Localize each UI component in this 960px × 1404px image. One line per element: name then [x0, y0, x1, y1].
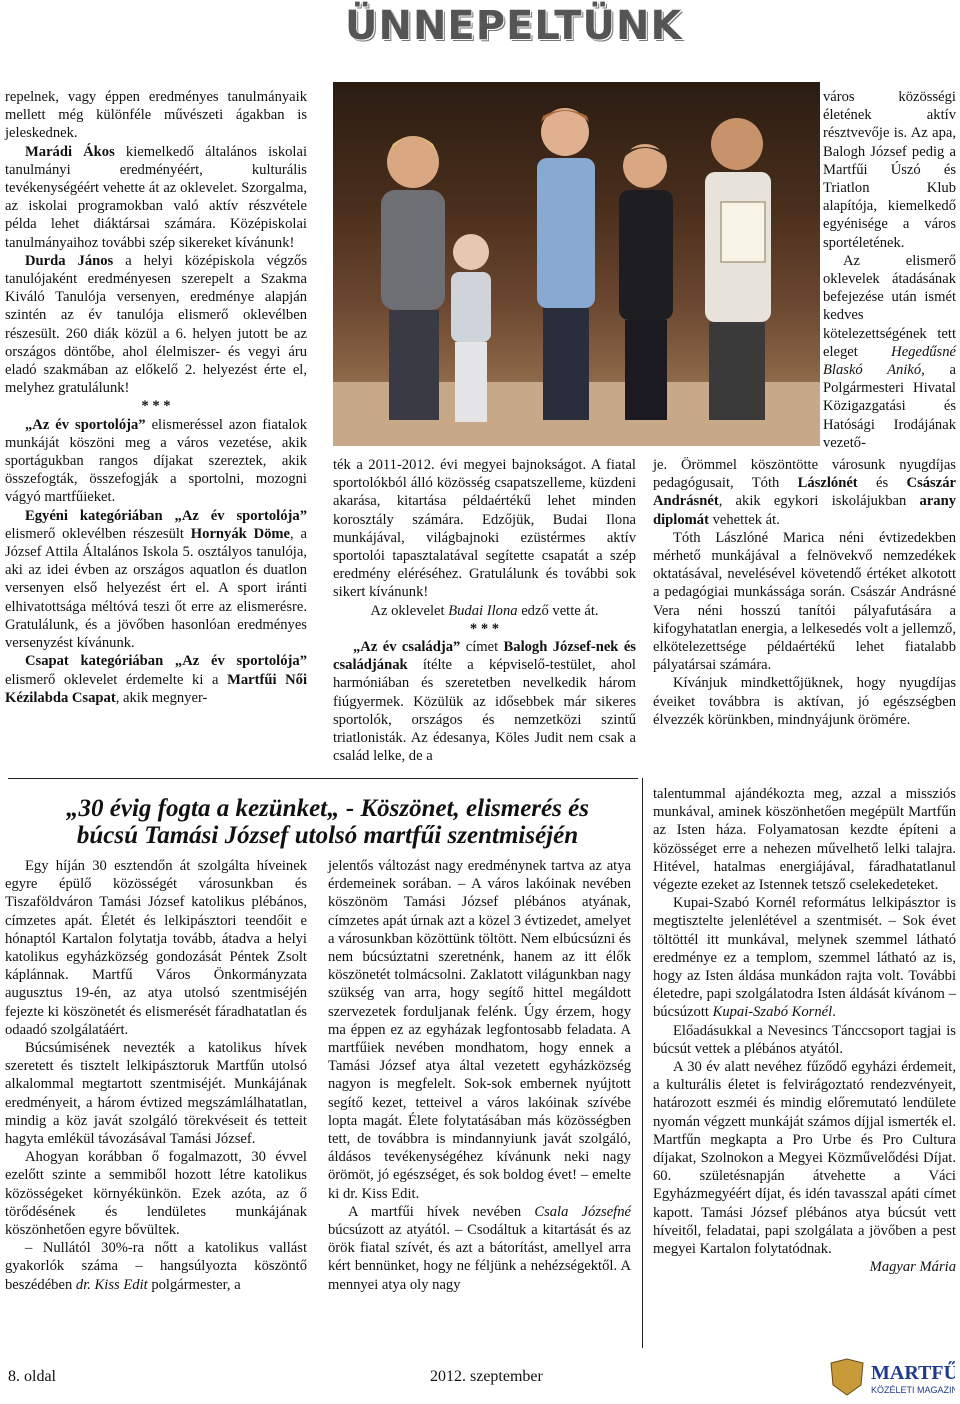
photo-child-figure [451, 234, 491, 422]
martfu-magazine-logo [827, 1355, 955, 1399]
section-divider [8, 778, 638, 779]
section-masthead: ÜNNEPELTÜNK [345, 3, 683, 49]
photo-young-man-2 [619, 144, 673, 420]
coat-of-arms-icon [831, 1359, 863, 1395]
article1-column2: ték a 2011-2012. évi megyei bajnokságot. A fiatal sportolókból álló közösség csapatszelleme, küzdeni akarása, kitartása példaértékű lehet minden korosztály számára. Edzőjük, Budai Ilona munkájával, világbajnoki ezüstérmes aktív sportolói tapasztalatával segítette csapatát a szép eredmény eléréséhez. Gratulálunk és további sok sikert kívánunk! Az oklevelet Budai Ilona edző vette át. * * * „Az év családja” címet Balogh József-nek és családjának ítélte a képviselő-testület, ahol harmóniában és szeretetben nevelkedik három fiúgyermek. Közülük az idősebbek már sikeres sportolók, országos és nemzetközi szintű triatlonisták. Az édesanya, Köles Judit nem csak a család lelke, de a [333, 457, 636, 765]
article2-column3: talentummal ajándékozta meg, azzal a missziós munkával, aminek köszönhetően megépült Martfűn az Isten háza. Folyamatosan kezdte építeni a közösséget erre a nehezen művelhető lelki talajra. Hitével, hatalmas energiájával, fáradhatatlanul végezte ezeket az Istennek tetsző cselekedeteket. Kupai-Szabó Kornél református lelkipásztor is megtisztelte jelenlétével a szentmisét. – Sok évet töltöttél itt munkával, melynek szemmel látható eredménye ez a templom, szemmel látható az is, hogy az Isten áldása munkádon rajta volt. További életedre, papi szolgálatodra Isten áldását kívánom – búcsúzott Kupai-Szabó Kornél. Előadásukkal a Nevesincs Tánccsoport tagjai is búcsút vettek a plébános atyától. A 30 év alatt nevéhez fűződő egyházi érdemeit, a kulturális életet is felvirágoztató rendezvényeit, határozott eszméi és mindig előremutató lendülete nyomán végzett munkáját számos díjjal ismerték el. Martfűn megkapta a Pro Urbe és Pro Cultura díjakat, Szolnokon a Megyei Közművelődési Díjat. 60. születésnapján átvehette a Váci Egyházmegyéért díjat, és idén tavasszal apáti címet kapott. Tamási József plébános atya búcsút vett híveitől, feladatai, papi szolgálata a jövőben a pest megyei Kartalon folytatódnak. Magyar Mária [653, 786, 956, 1276]
article2-column1: Egy híján 30 esztendőn át szolgálta híveinek egyre épülő közösségét városunkban és Tiszaföldváron Tamási József katolikus plébános, címzetes apát. Életét és lelkipásztori teendőit e hónaptól Kartalon folytatja tovább, átadva a helyi katolikus egyházközség gondozását Péntek Zsolt káplánnak. Martfű Város Önkormányzata augusztus 19-én, az atya utolsó szentmiséjén fejezte ki köszönetét és elismerését fáradhatatlan és odaadó szolgálatáért. Búcsúmisének nevezték a katolikus hívek szeretett és tisztelt lelkipásztoruk Martfűn utolsó alkalommal megtartott szentmiséjét. Munkájának eredményeit, a három évtized megszámlálhatatlan, mindig a köz javát szolgáló törekvéseit és tetteit hagyta emlékül távozásával Tamási József. Ahogyan korábban ő fogalmazott, 30 évvel ezelőtt szinte a semmiből hozott létre katolikus közösségeket környékünkön. Ezek azóta, az ő törődésének és lendületes munkájának köszönhetően egyre bővültek. – Nullától 30%-ra nőtt a katolikus vallást gyakorlók száma – hangsúlyozta köszöntő beszédében dr. Kiss Edit polgármester, a [5, 858, 307, 1293]
column-divider [642, 778, 643, 1348]
article1-column3-wide: je. Örömmel köszöntötte városunk nyugdíjas pedagógusait, Tóth Lászlónét és Császár Andrásnét, akik egykori iskolájukban arany diplomát vehettek át. Tóth Lászlóné Marica néni évtizedekben mérhető munkájával a felnövekvő nemzedékek oktatásával, nevelésével követendő értéket alkotott a pedagógiai munkássága során. Császár Andrásné Vera néni hosszú tanítói pályafutására a kifogyhatatlan energia, a lelkesedés volt a jellemző, elkötelezettsége példaértékű lehet fiatalabb pályatársai számára. Kívánjuk mindkettőjüknek, hogy nyugdíjas éveiket továbbra is aktívan, jó egészségben élvezzék körünkben, mindnyájunk örömére. [653, 457, 956, 728]
article1-column3-top: város közösségi életének aktív résztvevője is. Az apa, Balogh József pedig a Martfűi Úszó és Triatlon Klub alapítója, kiemelkedő egyénisége a város sportéletének. Az elismerő oklevelek átadásának befejezése után ismét kedves kötelezettségének tett eleget Hegedűsné Blaskó Anikó, a Polgármesteri Hivatal Közigazgatási és Hatósági Irodájának vezető- [823, 89, 956, 451]
article2-column2: jelentős változást nagy eredménynek tartva az atya érdemeinek sorában. – A város lakóinak nevében köszönöm Tamási József plébános atyának, címzetes apát úrnak azt a közel 3 évtizedet, amelyet a városunkban közöttünk töltött. Nem elbúcsúzni és nem búcsúztatni szeretnénk, hanem az itt élők köszönetét tolmácsolni. Zaklatott világunkban nagy szükség van arra, hogy segítő hittel megáldott szervezetek forduljanak felénk. Úgy érzem, hogy ma éppen ez az egyházak legfontosabb feladata. A martfűiek nevében mondhatom, hogy ennek a Tamási József atya által vezetett egyházközség nagyon is megfelelt. Sok-sok embernek nyújtott segítő kezet, tetteivel a város lakóinak szívébe loptа magát. Élete folytatásában más közösségben tett, de továbbra is mindannyiunk javát szolgáló, áldásos tevékenységéhez kívánunk neki nagy örömöt, jó egészséget, és sok boldog évet! – emelte ki dr. Kiss Edit. A martfűi hívek nevében Csala Józsefné búcsúzott az atyától. – Csodáltuk a kitartását és az örök fiatal szívét, és azt a bátorítást, amellyel arra kért bennünket, hogy ne féljünk a nehézségektől. A mennyei atya oly nagy [328, 858, 631, 1293]
svg-text:KÖZÉLETI MAGAZIN: KÖZÉLETI MAGAZIN [871, 1385, 955, 1395]
award-ceremony-photo [333, 82, 820, 446]
article1-column1: repelnek, vagy éppen eredményes tanulmányaik mellett még különféle művészeti ágakban is jeleskednek. Marádi Ákos kiemelkedő általános iskolai tanulmányi eredményéért, kulturális tevékenységéért vehette át az oklevelet. Szorgalma, az iskolai programokban való aktív részvétele példa lehet diáktársai számára. Középiskolai tanulmányaihoz további szép sikereket kívánunk! Durda János a helyi középiskola végzős tanulójaként eredményesen szerepelt a Szakma Kiváló Tanulója versenyen, eredménye alapján szintén az év tanulója elismerő oklevélben részesült. 260 diák közül a 6. helyen jutott be az országos döntőbe, ahol élelmiszer- és vegyi áru eladó szakmában az előkelő 2. helyezést érte el, melyhez gratulálunk! * * * „Az év sportolója” elismeréssel azon fiatalok munkáját köszöni meg a város vezetése, akik sportágukban rangos díjakat szereztek, akik összefogták, összefogják a sportolni, mozogni vágyó martfűieket. Egyéni kategóriában „Az év sportolója” elismerő oklevélben részesült Hornyák Döme, a József Attila Általános Iskola 5. osztályos tanulója, aki az idei évben az országos aquatlon és duatlon versenyen első helyezést ért el. A sport iránti elhivatottsága méltóvá teszi őt erre az elismerésre. Gratulálunk, és a jövőben hasonlóan eredményes versenyzést kívánunk. Csapat kategóriában „Az év sportolója” elismerő oklevelet érdemelte ki a Martfűi Női Kézilabda Csapat, akik megnyer- [5, 89, 308, 706]
issue-date: 2012. szeptember [430, 1368, 543, 1385]
photo-woman-figure [381, 136, 445, 420]
photo-young-man-1 [537, 108, 595, 420]
photo-man-with-certificate [705, 118, 771, 420]
page-number: 8. oldal [8, 1368, 56, 1385]
author-signature: Magyar Mária [869, 1259, 956, 1276]
article2-headline: „30 évig fogta a kezünket„ - Köszönet, elismerés és búcsú Tamási József utolsó martfűi szentmiséjén [66, 795, 589, 849]
svg-text:MARTFŰ: MARTFŰ [871, 1362, 955, 1384]
